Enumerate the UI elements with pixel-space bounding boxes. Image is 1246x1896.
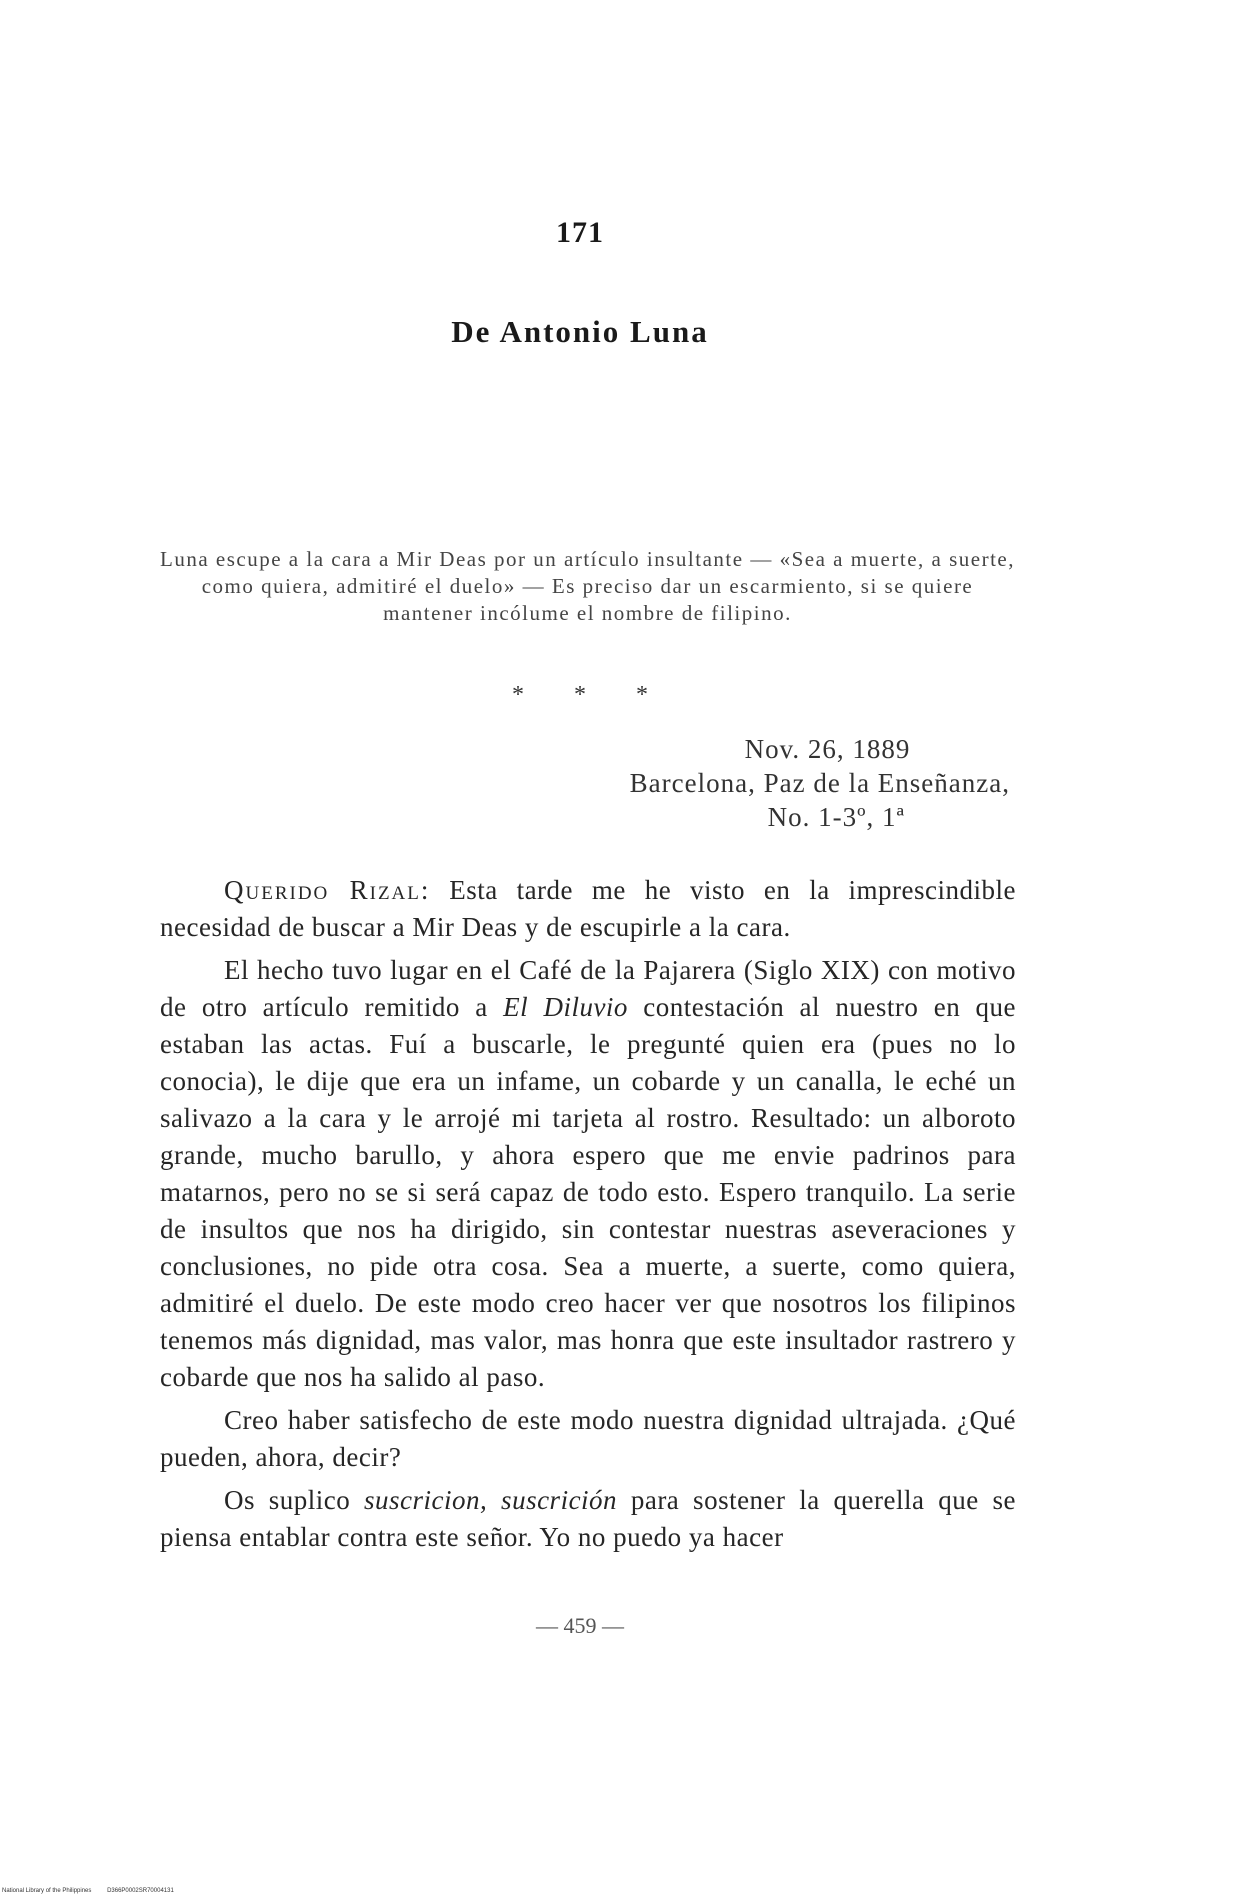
section-divider bbox=[0, 682, 1160, 709]
paragraph: Creo haber satisfecho de este modo nuestra dignidad ultrajada. ¿Qué pueden, ahora, decir? bbox=[160, 1405, 1016, 1472]
footer-library: National Library of the Philippines bbox=[2, 1888, 92, 1894]
paragraph bbox=[160, 1482, 1016, 1556]
divider-star: * bbox=[512, 682, 524, 708]
paragraph-text: Os suplico bbox=[224, 1485, 365, 1515]
paragraph-text: contestación al nuestro en que estaban las actas. Fuí a buscarle, le pregunté quien era (pues no lo conocia), le dije que era un infame, un cobarde y un canalla, le eché un salivazo a la cara y le arrojé mi tarjeta al rostro. Resultado: un alboroto grande, mucho barullo, y ahora espero que me envie padrinos para matarnos, pero no se si será capaz de todo esto. Espero tranquilo. La serie de insultos que nos ha dirigido, sin contestar nuestras aseveraciones y conclusiones, no pide otra cosa. Sea a muerte, a suerte, como quiera, admitiré el duelo. De este modo creo hacer ver que nosotros los filipinos tenemos más dignidad, mas valor, mas honra que este insultador rastrero y cobarde que nos ha salido al paso. bbox=[160, 992, 1017, 1392]
paragraph bbox=[160, 952, 1016, 1396]
page-number-top: 171 bbox=[556, 216, 604, 249]
divider-star: * bbox=[574, 682, 586, 708]
dateline bbox=[630, 732, 1010, 834]
paragraph-text: Esta tarde me he visto en la imprescindible necesidad de buscar a Mir Deas y de escupirle a la cara. bbox=[160, 875, 1016, 942]
paragraph bbox=[160, 872, 1016, 946]
divider-star: * bbox=[636, 682, 648, 708]
dateline-number: No. 1-3º, 1ª bbox=[767, 802, 905, 832]
salutation: Querido Rizal: bbox=[224, 875, 431, 905]
letter-title: De Antonio Luna bbox=[451, 314, 709, 349]
paragraph-text: El hecho tuvo lugar en el Café de la Pajarera (Siglo XIX) con motivo de otro artículo remitido a bbox=[160, 955, 1016, 1022]
footer-code: D366P0002SR70004131 bbox=[107, 1888, 174, 1894]
dateline-date: Nov. 26, 1889 bbox=[744, 734, 911, 764]
letter-body bbox=[160, 872, 1016, 1562]
newspaper-title: El Diluvio bbox=[503, 992, 628, 1022]
dateline-place: Barcelona, Paz de la Enseñanza, bbox=[629, 768, 1010, 798]
paragraph-text: para sostener la querella que se piensa entablar contra este señor. Yo no puedo ya hacer bbox=[160, 1485, 1017, 1552]
scan-footer bbox=[2, 1888, 188, 1894]
letter-summary: Luna escupe a la cara a Mir Deas por un artículo insultante — «Sea a muerte, a suerte, como quiera, admitiré el duelo» — Es preciso dar un escarmiento, si se quiere mantener incólume el nombre de filipino. bbox=[160, 547, 1015, 625]
page-number-bottom: — 459 — bbox=[536, 1613, 624, 1638]
italic-term: suscricion, suscrición bbox=[364, 1485, 618, 1515]
